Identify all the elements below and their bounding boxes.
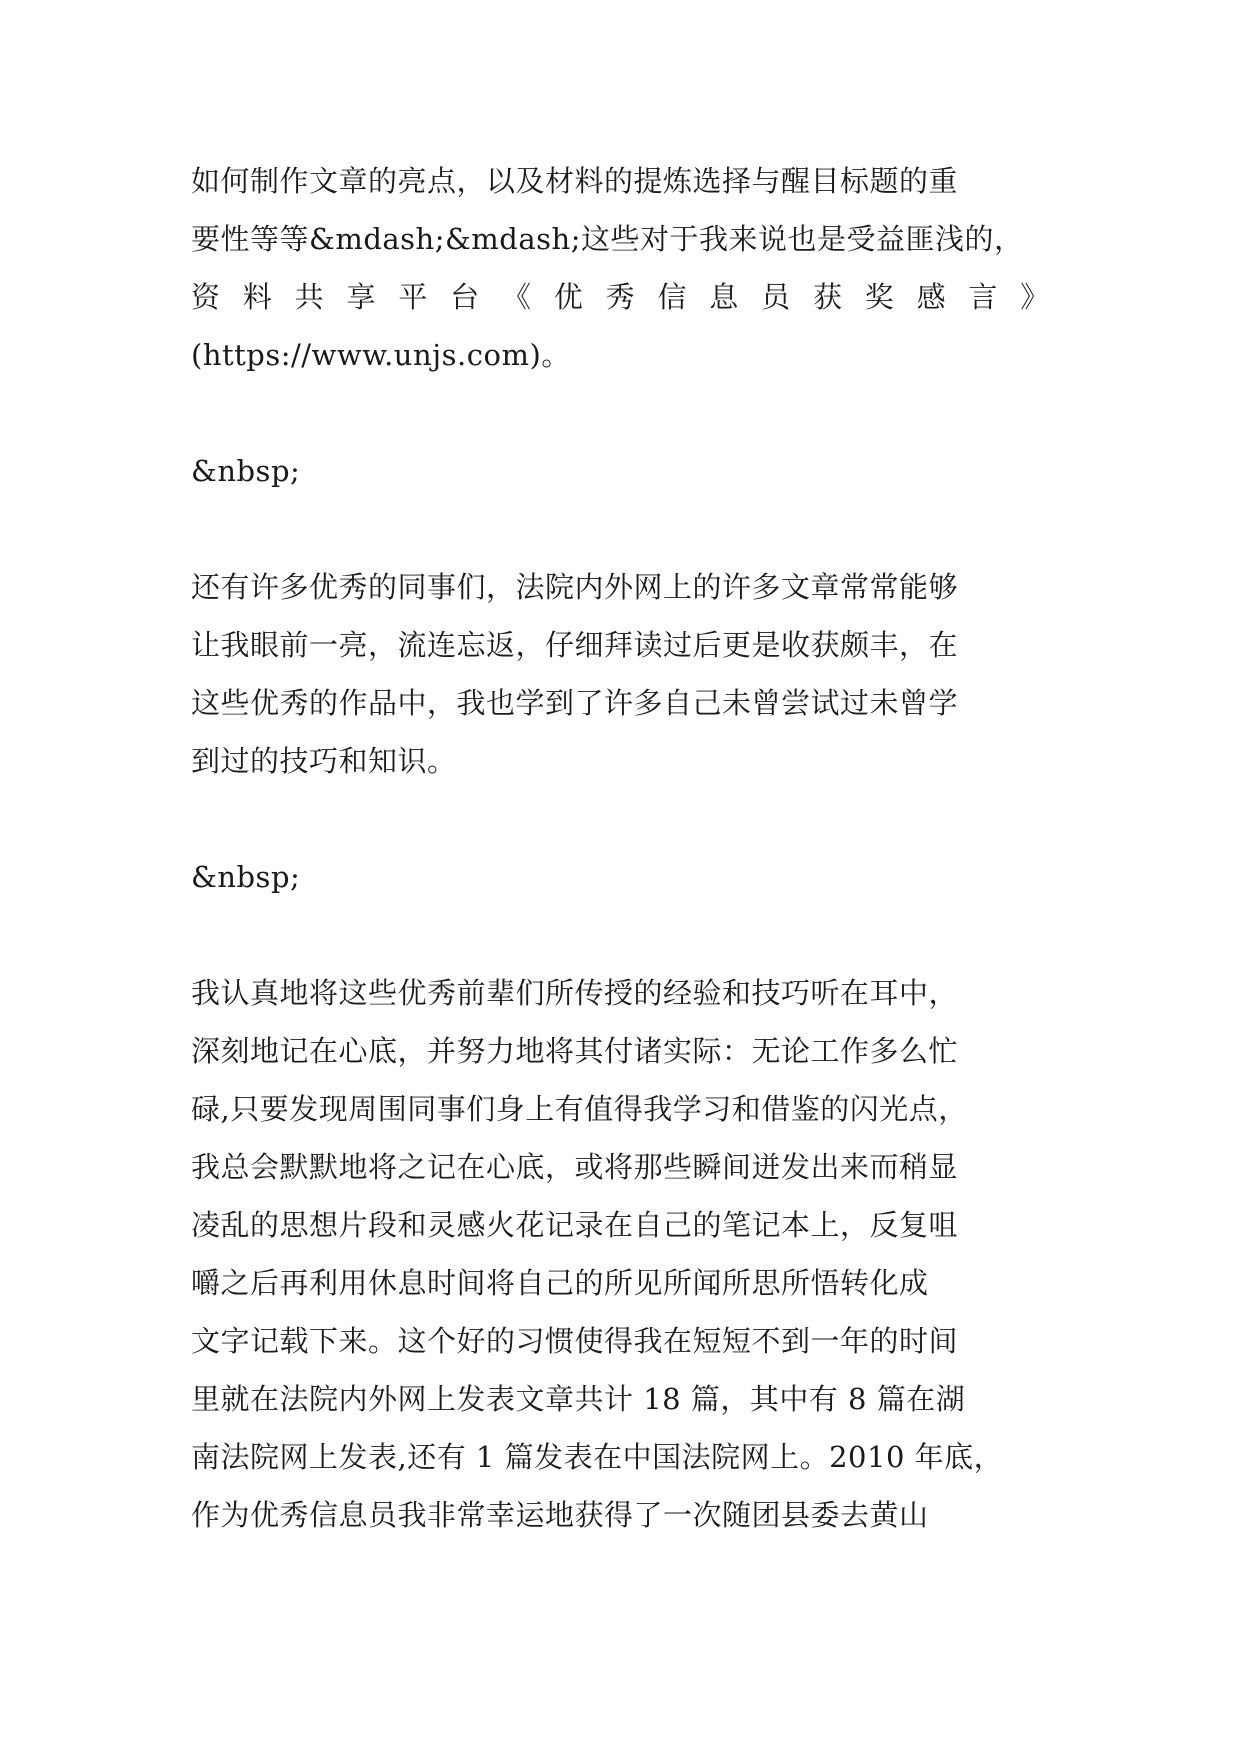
paragraph-line: 这些优秀的作品中，我也学到了许多自己未曾尝试过未曾学 (191, 686, 959, 720)
spread-char: 台 (450, 280, 480, 314)
spread-char: 奖 (864, 280, 895, 314)
paragraph-line: 要性等等&mdash;&mdash;这些对于我来说也是受益匪浅的， (191, 222, 1024, 256)
paragraph-1 (191, 152, 1050, 384)
spread-char: 料 (242, 280, 273, 314)
spread-char: 员 (761, 280, 791, 314)
spread-char: 》 (1020, 280, 1050, 314)
paragraph-line: 如何制作文章的亮点，以及材料的提炼选择与醒目标题的重 (191, 164, 959, 198)
spread-char: 秀 (605, 280, 636, 314)
spread-char: 《 (501, 280, 532, 314)
paragraph-line: 凌乱的思想片段和灵感火花记录在自己的笔记本上，反复咀 (191, 1208, 959, 1242)
paragraph-line: 我认真地将这些优秀前辈们所传授的经验和技巧听在耳中， (191, 976, 959, 1010)
paragraph-line: 我总会默默地将之记在心底，或将那些瞬间迸发出来而稍显 (191, 1150, 959, 1184)
paragraph-line: (https://www.unjs.com)。 (191, 338, 571, 372)
spread-char: 资 (191, 280, 221, 314)
spread-title-line (191, 268, 1050, 326)
paragraph-line: 还有许多优秀的同事们，法院内外网上的许多文章常常能够 (191, 570, 959, 604)
spread-char: 感 (916, 280, 947, 314)
paragraph-line: 文字记载下来。这个好的习惯使得我在短短不到一年的时间 (191, 1324, 959, 1358)
paragraph-line: 到过的技巧和知识。 (191, 744, 457, 778)
paragraph-line: 深刻地记在心底，并努力地将其付诸实际：无论工作多么忙 (191, 1034, 959, 1068)
spread-char: 共 (294, 280, 325, 314)
paragraph-line: 作为优秀信息员我非常幸运地获得了一次随团县委去黄山 (191, 1498, 929, 1532)
spread-char: 言 (968, 280, 998, 314)
paragraph-line: 嚼之后再利用休息时间将自己的所见所闻所思所悟转化成 (191, 1266, 929, 1300)
paragraph-line: 碌,只要发现周围同事们身上有值得我学习和借鉴的闪光点， (191, 1092, 968, 1126)
spread-char: 息 (709, 280, 739, 314)
spread-char: 平 (398, 280, 428, 314)
nbsp-entity-text: &nbsp; (191, 454, 301, 488)
spread-char: 信 (657, 280, 687, 314)
spread-char: 优 (553, 280, 584, 314)
paragraph-3 (191, 964, 1050, 1544)
spread-char: 享 (346, 280, 376, 314)
paragraph-line: 让我眼前一亮，流连忘返，仔细拜读过后更是收获颇丰，在 (191, 628, 959, 662)
spread-char: 获 (812, 280, 843, 314)
nbsp-entity-text: &nbsp; (191, 860, 301, 894)
paragraph-line: 里就在法院内外网上发表文章共计 18 篇，其中有 8 篇在湖 (191, 1382, 966, 1416)
paragraph-line: 南法院网上发表,还有 1 篇发表在中国法院网上。2010 年底， (191, 1440, 1004, 1474)
paragraph-2 (191, 558, 1050, 790)
